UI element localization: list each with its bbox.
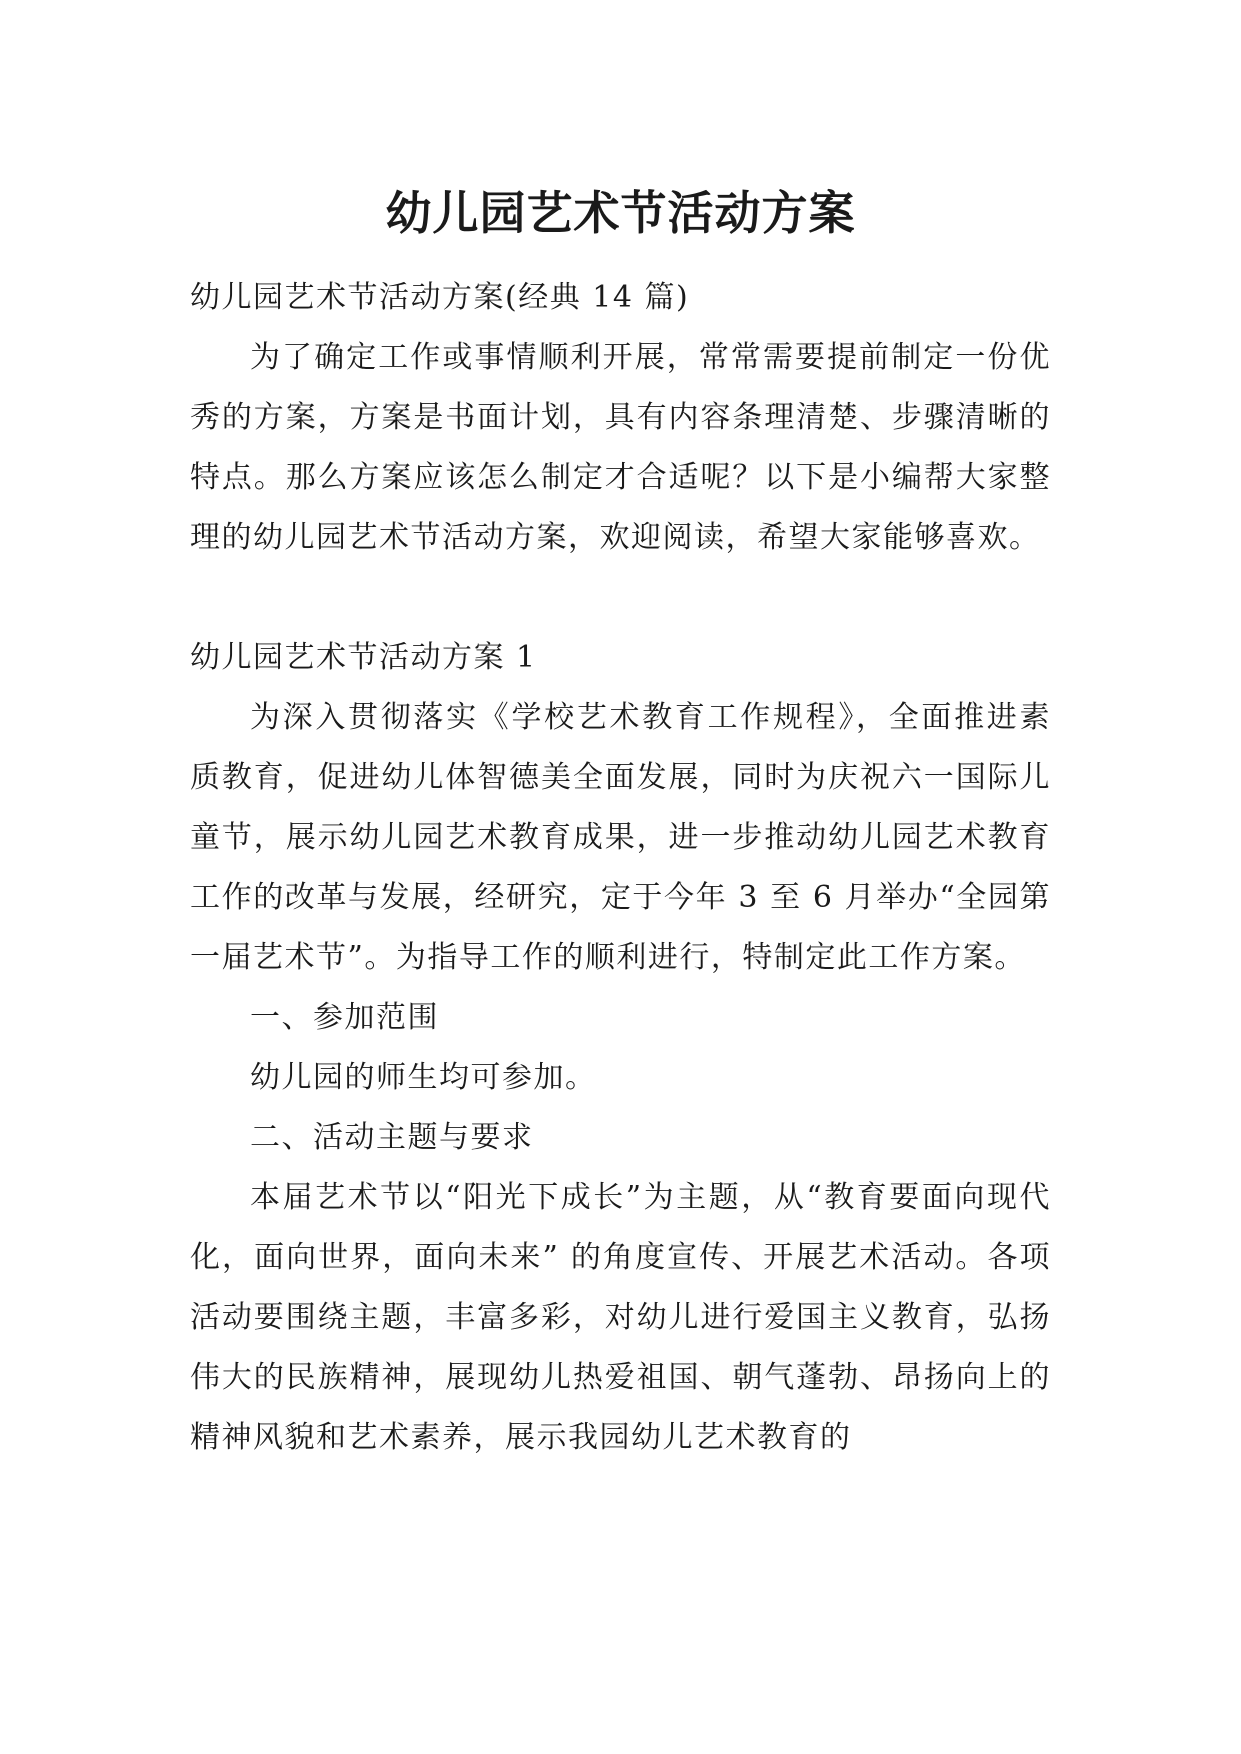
document-title: 幼儿园艺术节活动方案 bbox=[385, 185, 856, 240]
document-subtitle: 幼儿园艺术节活动方案(经典 14 篇) bbox=[190, 280, 690, 315]
heading-theme-requirements: 二、活动主题与要求 bbox=[250, 1120, 534, 1155]
section-paragraph: 为深入贯彻落实《学校艺术教育工作规程》，全面推进素质教育，促进幼儿体智德美全面发展，同时为庆祝六一国际儿童节，展示幼儿园艺术教育成果，进一步推动幼儿园艺术教育工作的改革与发展，经研究，定于今年 3 至 6 月举办“全园第一届艺术节”。为指导工作的顺利进行，特制定此工作方案。 bbox=[190, 700, 1051, 975]
heading-participation-scope: 一、参加范围 bbox=[250, 1000, 439, 1035]
participation-scope-text: 幼儿园的师生均可参加。 bbox=[250, 1060, 597, 1095]
paragraph-gap bbox=[190, 568, 1051, 628]
intro-paragraph: 为了确定工作或事情顺利开展，常常需要提前制定一份优秀的方案，方案是书面计划，具有内容条理清楚、步骤清晰的特点。那么方案应该怎么制定才合适呢？以下是小编帮大家整理的幼儿园艺术节活动方案，欢迎阅读，希望大家能够喜欢。 bbox=[190, 340, 1051, 555]
document-body bbox=[190, 268, 1051, 1468]
section-title: 幼儿园艺术节活动方案 1 bbox=[190, 640, 537, 675]
theme-requirements-text: 本届艺术节以“阳光下成长”为主题，从“教育要面向现代化，面向世界，面向未来” 的角度宣传、开展艺术活动。各项活动要围绕主题，丰富多彩，对幼儿进行爱国主义教育，弘扬伟大的民族精神，展现幼儿热爱祖国、朝气蓬勃、昂扬向上的精神风貌和艺术素养，展示我园幼儿艺术教育的 bbox=[190, 1180, 1051, 1455]
